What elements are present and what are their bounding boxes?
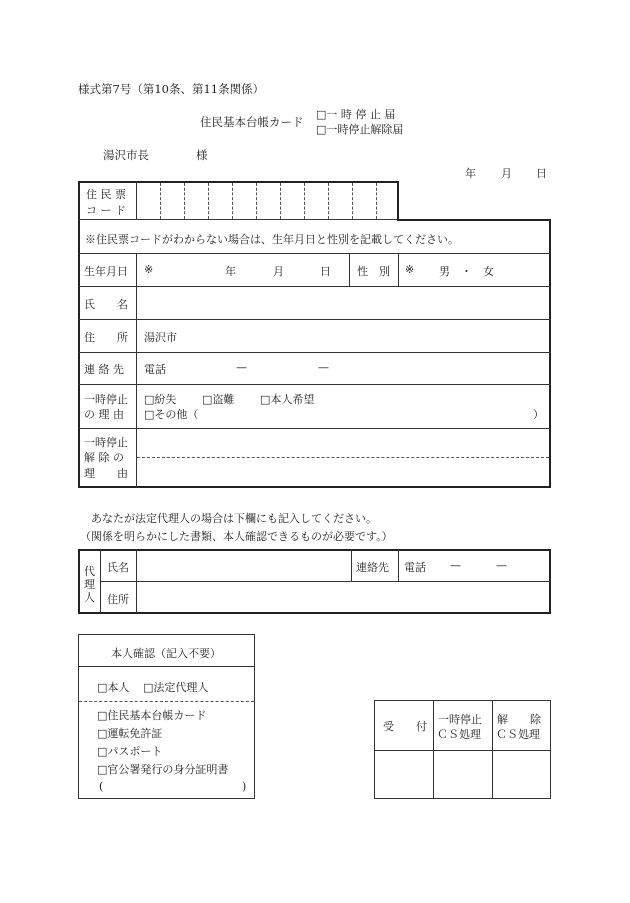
reason-other-checkbox[interactable]: □その他（: [144, 408, 199, 421]
agent-phone-sep-2: —: [496, 559, 507, 572]
release-label-2: 解 除 の: [84, 451, 124, 464]
addressee: 湯沢市長: [103, 148, 149, 162]
date-day: 日: [536, 167, 547, 180]
name-label: 氏 名: [84, 298, 128, 311]
agent-label-3: 人: [84, 591, 95, 604]
honorific: 様: [196, 148, 208, 162]
sex-mark: ※: [405, 263, 415, 276]
notice-text: ※住民票コードがわからない場合は、生年月日と性別を記載してください。: [85, 233, 459, 246]
reason-lost-checkbox[interactable]: □紛失: [144, 393, 177, 406]
address-value[interactable]: 湯沢市: [144, 331, 177, 344]
phone-sep-2: —: [318, 361, 329, 374]
sex-label: 性 別: [357, 265, 390, 278]
card-title: 住民基本台帳カード: [200, 115, 304, 129]
agent-table: [78, 549, 551, 614]
reason-other-close: ）: [533, 408, 544, 421]
code-label-2: コ ー ド: [86, 204, 126, 217]
agent-address-label: 住所: [107, 593, 129, 606]
code-label-1: 住 民 票: [86, 188, 126, 201]
address-label: 住 所: [84, 331, 128, 344]
verify-legal-checkbox[interactable]: □法定代理人: [143, 681, 209, 694]
release-label-1: 一時停止: [84, 436, 128, 449]
verify-paren-close: ): [242, 780, 247, 793]
sex-options[interactable]: 男 ・ 女: [439, 265, 494, 278]
birth-day: 日: [320, 265, 331, 278]
verify-doc-passport[interactable]: □パスポート: [97, 745, 163, 758]
release-label-3: 理 由: [84, 467, 128, 480]
name-field[interactable]: [138, 287, 548, 319]
agent-phone-sep-1: —: [450, 559, 461, 572]
agent-name-label: 氏名: [107, 561, 129, 574]
date-month: 月: [501, 167, 512, 180]
form-number: 様式第7号（第10条、第11条関係）: [78, 82, 265, 96]
agent-label-2: 理: [84, 578, 95, 591]
verify-doc-license[interactable]: □運転免許証: [97, 727, 163, 740]
birth-mark: ※: [144, 263, 154, 276]
birth-year: 年: [225, 265, 236, 278]
verify-self-checkbox[interactable]: □本人: [97, 681, 130, 694]
verify-doc-card[interactable]: □住民基本台帳カード: [97, 709, 207, 722]
agent-phone-label: 電話: [404, 561, 426, 574]
option-suspend[interactable]: □一 時 停 止 届: [316, 108, 396, 121]
option-release[interactable]: □一時停止解除届: [316, 123, 404, 136]
note-line-1: あなたが法定代理人の場合は下欄にも記入してください。: [91, 512, 377, 525]
office-release-l2: ＣＳ処理: [496, 728, 540, 741]
agent-label-1: 代: [84, 565, 95, 578]
agent-contact-label: 連絡先: [356, 561, 389, 574]
verify-box: [78, 634, 255, 799]
verify-title: 本人確認（記入不要）: [111, 647, 221, 660]
reason-label-2: の 理 由: [84, 408, 124, 421]
office-receipt: 受 付: [383, 720, 427, 733]
reason-wish-checkbox[interactable]: □本人希望: [260, 393, 315, 406]
phone-sep-1: —: [236, 361, 247, 374]
phone-label: 電話: [144, 363, 166, 376]
office-release-l1: 解 除: [497, 713, 541, 726]
note-line-2: （関係を明らかにした書類、本人確認できるものが必要です。）: [80, 530, 393, 543]
verify-doc-official[interactable]: □官公署発行の身分証明書: [97, 763, 229, 776]
reason-label-1: 一時停止: [84, 393, 128, 406]
birth-month: 月: [273, 265, 284, 278]
verify-paren-open: (: [99, 780, 104, 793]
date-year: 年: [465, 167, 476, 180]
reason-theft-checkbox[interactable]: □盗難: [202, 393, 235, 406]
office-suspend-l1: 一時停止: [438, 713, 482, 726]
office-table: [374, 700, 551, 799]
birth-label: 生年月日: [84, 265, 128, 278]
contact-label: 連 絡 先: [84, 363, 124, 376]
office-suspend-l2: ＣＳ処理: [437, 728, 481, 741]
main-form: [78, 181, 551, 488]
